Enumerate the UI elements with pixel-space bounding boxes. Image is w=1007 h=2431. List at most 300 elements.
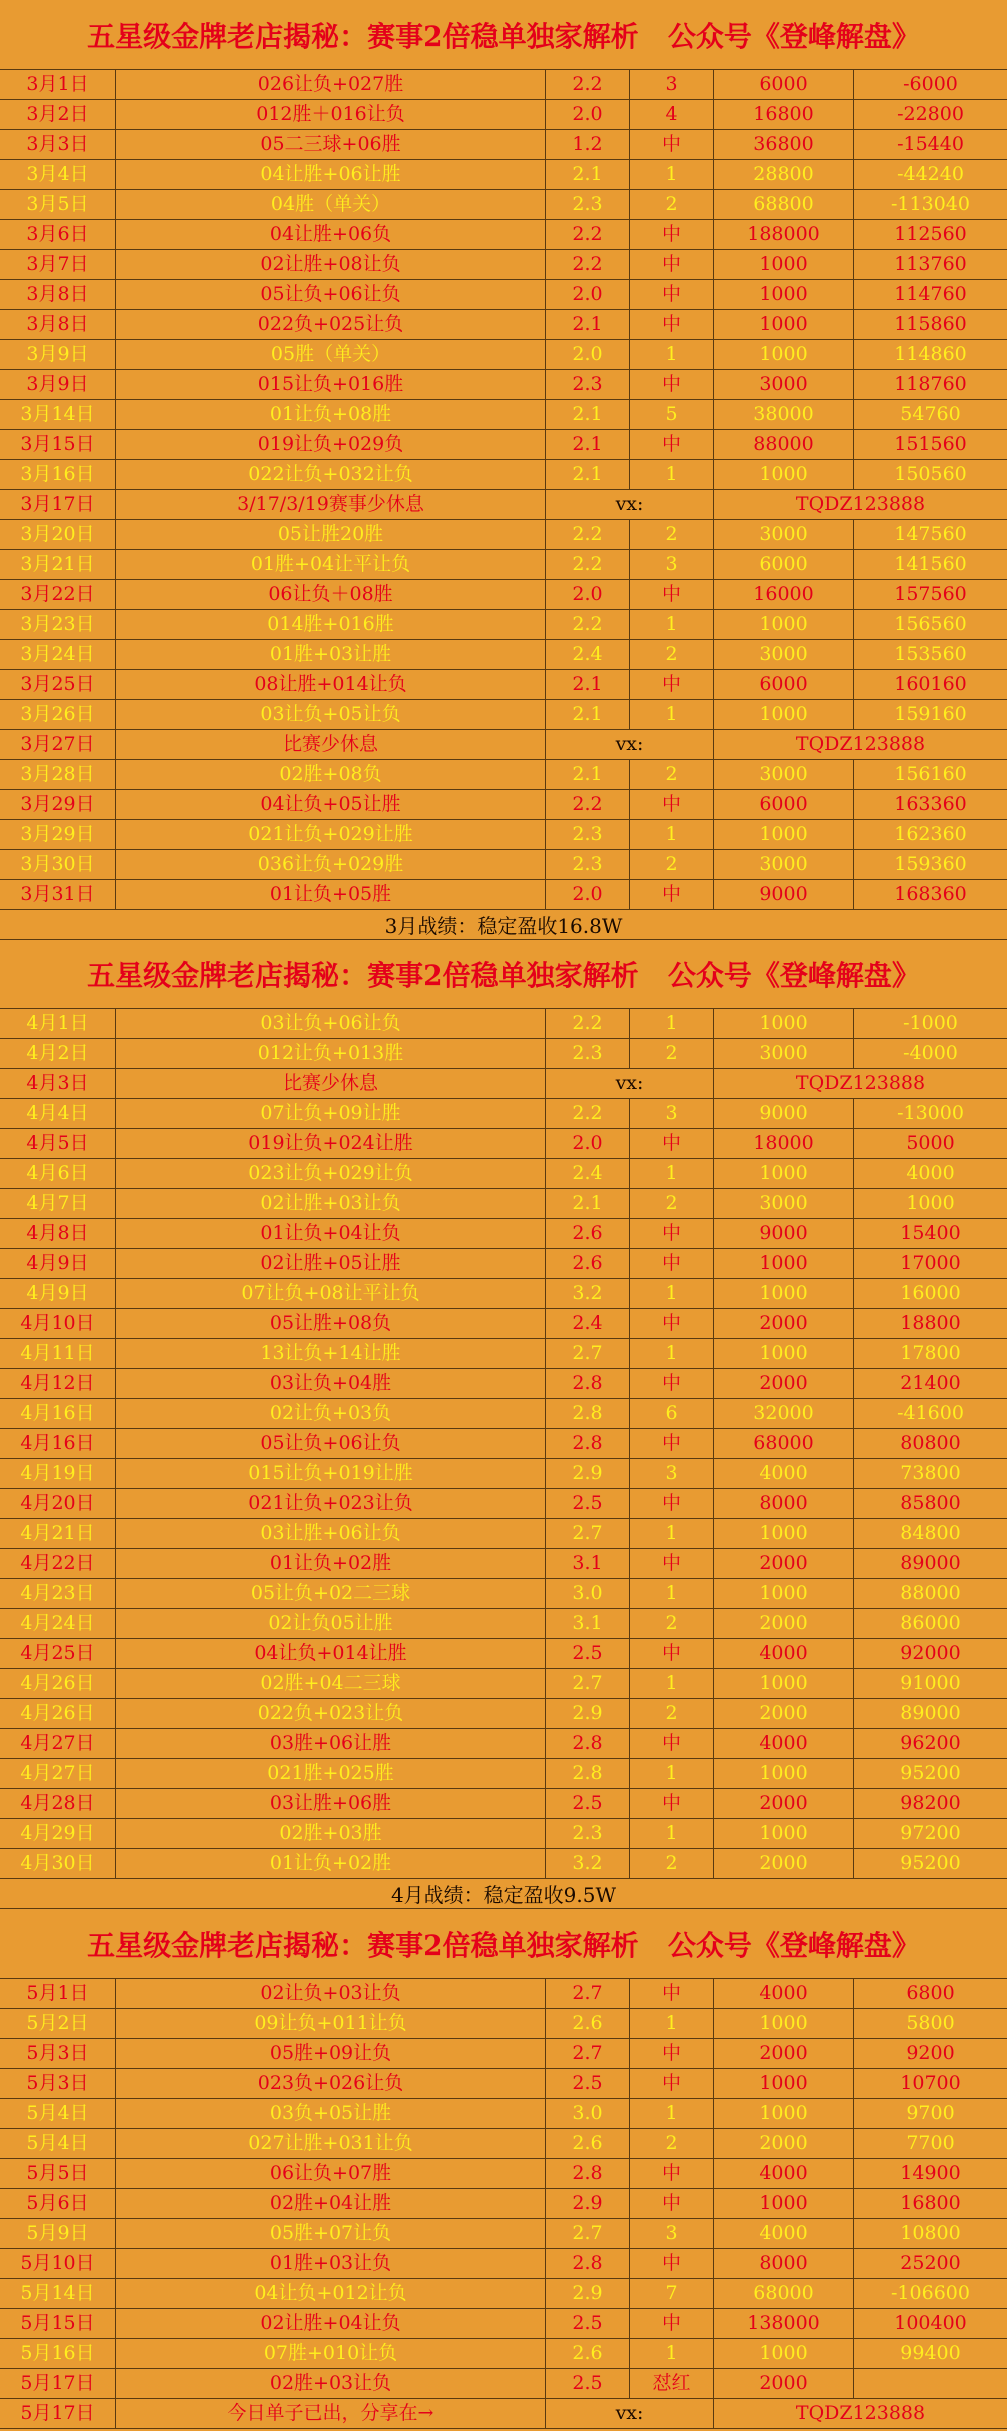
table-row [0, 1489, 1007, 1519]
stake-cell: 2000 [713, 2369, 853, 2398]
stake-cell: 2000 [713, 1309, 853, 1338]
result-cell: 中 [629, 1639, 713, 1668]
pick-cell: 05让负+02二三球 [115, 1579, 545, 1608]
result-cell: 中 [629, 2039, 713, 2068]
odds-cell: 2.9 [545, 2189, 629, 2218]
month-summary: 3月战绩：稳定盈收16.8W [0, 910, 1007, 940]
odds-cell: 2.6 [545, 2339, 629, 2368]
date-cell: 4月23日 [20, 1582, 95, 1604]
date-cell: 4月27日 [20, 1732, 95, 1754]
result-cell: 2 [629, 1849, 713, 1878]
stake-cell: 9000 [713, 880, 853, 909]
table-row [0, 640, 1007, 670]
date-cell: 3月21日 [20, 553, 95, 575]
result-cell: 中 [629, 2309, 713, 2338]
date-cell: 4月7日 [26, 1192, 89, 1214]
total-cell: 141560 [853, 550, 1007, 579]
total-cell: 163360 [853, 790, 1007, 819]
stake-cell: 36800 [713, 130, 853, 159]
odds-cell: 2.1 [545, 1189, 629, 1218]
total-cell: 14900 [853, 2159, 1007, 2188]
date-cell: 4月8日 [26, 1222, 89, 1244]
stake-cell: 1000 [713, 1669, 853, 1698]
result-cell: 1 [629, 1519, 713, 1548]
result-cell: 中 [629, 2189, 713, 2218]
date-cell: 5月5日 [26, 2162, 89, 2184]
pick-cell: 03让负+06让负 [115, 1009, 545, 1038]
total-cell: 1000 [853, 1189, 1007, 1218]
total-cell: 89000 [853, 1549, 1007, 1578]
total-cell: 156560 [853, 610, 1007, 639]
pick-cell: 03让负+04胜 [115, 1369, 545, 1398]
result-cell: 7 [629, 2279, 713, 2308]
wechat-id: TQDZ123888 [713, 490, 1007, 519]
table-row [0, 2129, 1007, 2159]
date-cell: 5月2日 [26, 2012, 89, 2034]
note-row [0, 1069, 1007, 1099]
total-cell: 89000 [853, 1699, 1007, 1728]
date-cell: 3月28日 [20, 763, 95, 785]
pick-cell: 01胜+04让平让负 [115, 550, 545, 579]
pick-cell: 01让负+05胜 [115, 880, 545, 909]
pick-cell: 07让负+08让平让负 [115, 1279, 545, 1308]
date-cell: 3月30日 [20, 853, 95, 875]
table-row [0, 2069, 1007, 2099]
result-cell: 1 [629, 160, 713, 189]
date-cell: 5月10日 [20, 2252, 95, 2274]
total-cell: 10700 [853, 2069, 1007, 2098]
date-cell: 3月9日 [26, 373, 89, 395]
total-cell: 114760 [853, 280, 1007, 309]
date-cell: 3月16日 [20, 463, 95, 485]
date-cell: 3月29日 [20, 823, 95, 845]
stake-cell: 3000 [713, 1189, 853, 1218]
stake-cell: 1000 [713, 2339, 853, 2368]
stake-cell: 1000 [713, 2189, 853, 2218]
total-cell: 16800 [853, 2189, 1007, 2218]
table-row [0, 1099, 1007, 1129]
result-cell: 中 [629, 2069, 713, 2098]
pick-cell: 019让负+029负 [115, 430, 545, 459]
stake-cell: 1000 [713, 1819, 853, 1848]
table-row [0, 850, 1007, 880]
table-row [0, 760, 1007, 790]
table-row [0, 1459, 1007, 1489]
result-cell: 1 [629, 2009, 713, 2038]
table-row [0, 430, 1007, 460]
pick-cell: 021让负+023让负 [115, 1489, 545, 1518]
table-row [0, 610, 1007, 640]
date-cell: 5月3日 [26, 2042, 89, 2064]
table-row [0, 2249, 1007, 2279]
stake-cell: 2000 [713, 1789, 853, 1818]
result-cell: 2 [629, 520, 713, 549]
table-row [0, 1549, 1007, 1579]
total-cell: 168360 [853, 880, 1007, 909]
date-cell: 4月26日 [20, 1672, 95, 1694]
odds-cell: 2.7 [545, 2219, 629, 2248]
section-title: 五星级金牌老店揭秘：赛事2倍稳单独家解析 公众号《登峰解盘》 [0, 939, 1007, 1009]
total-cell: -15440 [853, 130, 1007, 159]
result-cell: 1 [629, 1819, 713, 1848]
odds-cell: 2.7 [545, 1669, 629, 1698]
result-cell: 6 [629, 1399, 713, 1428]
total-cell: 147560 [853, 520, 1007, 549]
odds-cell: 2.8 [545, 1369, 629, 1398]
pick-cell: 04胜（单关） [115, 190, 545, 219]
total-cell: 84800 [853, 1519, 1007, 1548]
table-row [0, 130, 1007, 160]
stake-cell: 3000 [713, 520, 853, 549]
wechat-label: vx: [545, 730, 713, 759]
result-cell: 1 [629, 1279, 713, 1308]
pick-cell: 022让负+032让负 [115, 460, 545, 489]
date-cell: 4月28日 [20, 1792, 95, 1814]
stake-cell: 1000 [713, 700, 853, 729]
note-text: 3/17/3/19赛事少休息 [115, 490, 545, 519]
odds-cell: 2.9 [545, 1459, 629, 1488]
stake-cell: 1000 [713, 460, 853, 489]
stake-cell: 9000 [713, 1099, 853, 1128]
pick-cell: 05让负+06让负 [115, 1429, 545, 1458]
pick-cell: 021胜+025胜 [115, 1759, 545, 1788]
date-cell: 3月1日 [26, 73, 89, 95]
table-row [0, 550, 1007, 580]
total-cell: 91000 [853, 1669, 1007, 1698]
total-cell: 162360 [853, 820, 1007, 849]
odds-cell: 2.2 [545, 1009, 629, 1038]
table-row [0, 1129, 1007, 1159]
total-cell: 15400 [853, 1219, 1007, 1248]
result-cell: 中 [629, 1789, 713, 1818]
stake-cell: 1000 [713, 820, 853, 849]
stake-cell: 16000 [713, 580, 853, 609]
odds-cell: 2.3 [545, 190, 629, 219]
stake-cell: 2000 [713, 1699, 853, 1728]
result-cell: 中 [629, 1489, 713, 1518]
table-row [0, 820, 1007, 850]
odds-cell: 2.7 [545, 1339, 629, 1368]
odds-cell: 2.2 [545, 1099, 629, 1128]
total-cell: 95200 [853, 1849, 1007, 1878]
date-cell: 3月15日 [20, 433, 95, 455]
odds-cell: 3.2 [545, 1279, 629, 1308]
total-cell: 7700 [853, 2129, 1007, 2158]
wechat-label: vx: [545, 1069, 713, 1098]
stake-cell: 1000 [713, 340, 853, 369]
odds-cell: 2.4 [545, 1309, 629, 1338]
total-cell: 73800 [853, 1459, 1007, 1488]
date-cell: 4月11日 [20, 1342, 95, 1364]
pick-cell: 02让负+03负 [115, 1399, 545, 1428]
stake-cell: 28800 [713, 160, 853, 189]
result-cell: 中 [629, 580, 713, 609]
pick-cell: 05胜（单关） [115, 340, 545, 369]
date-cell: 4月29日 [20, 1822, 95, 1844]
total-cell: -106600 [853, 2279, 1007, 2308]
table-row [0, 2369, 1007, 2399]
stake-cell: 6000 [713, 670, 853, 699]
stake-cell: 1000 [713, 1009, 853, 1038]
pick-cell: 07让负+09让胜 [115, 1099, 545, 1128]
odds-cell: 2.2 [545, 610, 629, 639]
date-cell: 3月6日 [26, 223, 89, 245]
stake-cell: 8000 [713, 2249, 853, 2278]
table-row [0, 1039, 1007, 1069]
odds-cell: 3.1 [545, 1549, 629, 1578]
odds-cell: 2.0 [545, 1129, 629, 1158]
pick-cell: 06让负+07胜 [115, 2159, 545, 2188]
table-row [0, 880, 1007, 910]
odds-cell: 2.2 [545, 220, 629, 249]
odds-cell: 2.1 [545, 430, 629, 459]
stake-cell: 1000 [713, 1159, 853, 1188]
result-cell: 1 [629, 1759, 713, 1788]
odds-cell: 2.3 [545, 820, 629, 849]
odds-cell: 2.0 [545, 880, 629, 909]
pick-cell: 01胜+03让胜 [115, 640, 545, 669]
total-cell: 17800 [853, 1339, 1007, 1368]
total-cell: 160160 [853, 670, 1007, 699]
pick-cell: 02让负+03让负 [115, 1979, 545, 2008]
month-summary: 4月战绩：稳定盈收9.5W [0, 1879, 1007, 1909]
date-cell: 4月22日 [20, 1552, 95, 1574]
stake-cell: 4000 [713, 1639, 853, 1668]
result-cell: 中 [629, 1219, 713, 1248]
table-row [0, 220, 1007, 250]
date-cell: 5月17日 [20, 2402, 95, 2424]
total-cell: 98200 [853, 1789, 1007, 1818]
odds-cell: 2.8 [545, 1399, 629, 1428]
note-row [0, 2399, 1007, 2429]
stake-cell: 6000 [713, 790, 853, 819]
date-cell: 5月6日 [26, 2192, 89, 2214]
result-cell: 3 [629, 2219, 713, 2248]
result-cell: 2 [629, 1039, 713, 1068]
table-row [0, 1309, 1007, 1339]
odds-cell: 2.5 [545, 2309, 629, 2338]
stake-cell: 138000 [713, 2309, 853, 2338]
date-cell: 3月8日 [26, 283, 89, 305]
wechat-id: TQDZ123888 [713, 1069, 1007, 1098]
result-cell: 中 [629, 2159, 713, 2188]
odds-cell: 2.6 [545, 2129, 629, 2158]
stake-cell: 3000 [713, 370, 853, 399]
odds-cell: 2.9 [545, 2279, 629, 2308]
odds-cell: 2.8 [545, 1759, 629, 1788]
total-cell: 156160 [853, 760, 1007, 789]
pick-cell: 05让胜20胜 [115, 520, 545, 549]
date-cell: 4月1日 [26, 1012, 89, 1034]
stake-cell: 2000 [713, 1549, 853, 1578]
result-cell: 怼红 [629, 2369, 713, 2398]
odds-cell: 3.1 [545, 1609, 629, 1638]
pick-cell: 026让负+027胜 [115, 70, 545, 99]
result-cell: 中 [629, 1729, 713, 1758]
stake-cell: 3000 [713, 760, 853, 789]
pick-cell: 012胜＋016让负 [115, 100, 545, 129]
total-cell: 159160 [853, 700, 1007, 729]
stake-cell: 4000 [713, 1979, 853, 2008]
date-cell: 5月4日 [26, 2132, 89, 2154]
table-row [0, 1639, 1007, 1669]
table-row [0, 1819, 1007, 1849]
result-cell: 2 [629, 640, 713, 669]
date-cell: 3月24日 [20, 643, 95, 665]
total-cell: 86000 [853, 1609, 1007, 1638]
pick-cell: 02胜+03胜 [115, 1819, 545, 1848]
odds-cell: 2.8 [545, 2159, 629, 2188]
table-row [0, 340, 1007, 370]
result-cell: 1 [629, 820, 713, 849]
result-cell: 1 [629, 2339, 713, 2368]
total-cell: -1000 [853, 1009, 1007, 1038]
date-cell: 3月17日 [20, 493, 95, 515]
result-cell: 3 [629, 550, 713, 579]
table-row [0, 700, 1007, 730]
stake-cell: 2000 [713, 1609, 853, 1638]
total-cell: 115860 [853, 310, 1007, 339]
result-cell: 中 [629, 370, 713, 399]
table-row [0, 2099, 1007, 2129]
total-cell: 17000 [853, 1249, 1007, 1278]
pick-cell: 03负+05让胜 [115, 2099, 545, 2128]
table-row [0, 1219, 1007, 1249]
date-cell: 5月9日 [26, 2222, 89, 2244]
odds-cell: 2.1 [545, 160, 629, 189]
pick-cell: 13让负+14让胜 [115, 1339, 545, 1368]
table-row [0, 70, 1007, 100]
odds-cell: 2.5 [545, 1639, 629, 1668]
date-cell: 4月16日 [20, 1432, 95, 1454]
stake-cell: 9000 [713, 1219, 853, 1248]
total-cell: 92000 [853, 1639, 1007, 1668]
section-title: 五星级金牌老店揭秘：赛事2倍稳单独家解析 公众号《登峰解盘》 [0, 1909, 1007, 1979]
odds-cell: 2.6 [545, 2009, 629, 2038]
table-row [0, 250, 1007, 280]
note-text: 比赛少休息 [115, 730, 545, 759]
date-cell: 4月19日 [20, 1462, 95, 1484]
pick-cell: 05胜+07让负 [115, 2219, 545, 2248]
result-cell: 1 [629, 1669, 713, 1698]
table-row [0, 280, 1007, 310]
stake-cell: 1000 [713, 1279, 853, 1308]
pick-cell: 02胜+04二三球 [115, 1669, 545, 1698]
pick-cell: 015让负+019让胜 [115, 1459, 545, 1488]
table-row [0, 790, 1007, 820]
pick-cell: 027让胜+031让负 [115, 2129, 545, 2158]
pick-cell: 01让负+08胜 [115, 400, 545, 429]
pick-cell: 02胜+03让负 [115, 2369, 545, 2398]
date-cell: 4月30日 [20, 1852, 95, 1874]
table-row [0, 100, 1007, 130]
total-cell: 54760 [853, 400, 1007, 429]
odds-cell: 2.5 [545, 2369, 629, 2398]
date-cell: 4月2日 [26, 1042, 89, 1064]
total-cell: 153560 [853, 640, 1007, 669]
result-cell: 1 [629, 340, 713, 369]
pick-cell: 02让胜+03让负 [115, 1189, 545, 1218]
result-cell: 2 [629, 2129, 713, 2158]
stake-cell: 1000 [713, 310, 853, 339]
total-cell: 112560 [853, 220, 1007, 249]
date-cell: 3月27日 [20, 733, 95, 755]
odds-cell: 2.0 [545, 580, 629, 609]
table-row [0, 1279, 1007, 1309]
stake-cell: 68000 [713, 1429, 853, 1458]
pick-cell: 014胜+016胜 [115, 610, 545, 639]
stake-cell: 2000 [713, 2129, 853, 2158]
result-cell: 4 [629, 100, 713, 129]
date-cell: 5月17日 [20, 2372, 95, 2394]
total-cell: -22800 [853, 100, 1007, 129]
date-cell: 3月9日 [26, 343, 89, 365]
pick-cell: 04让负+05让胜 [115, 790, 545, 819]
total-cell [853, 2369, 1007, 2398]
stake-cell: 18000 [713, 1129, 853, 1158]
result-cell: 中 [629, 790, 713, 819]
odds-cell: 2.7 [545, 1519, 629, 1548]
stake-cell: 38000 [713, 400, 853, 429]
stake-cell: 68800 [713, 190, 853, 219]
odds-cell: 2.7 [545, 2039, 629, 2068]
odds-cell: 2.3 [545, 850, 629, 879]
table-row [0, 670, 1007, 700]
odds-cell: 2.9 [545, 1699, 629, 1728]
pick-cell: 07胜+010让负 [115, 2339, 545, 2368]
result-cell: 中 [629, 130, 713, 159]
date-cell: 5月1日 [26, 1982, 89, 2004]
date-cell: 4月16日 [20, 1402, 95, 1424]
odds-cell: 2.4 [545, 1159, 629, 1188]
result-cell: 3 [629, 1099, 713, 1128]
stake-cell: 6000 [713, 70, 853, 99]
table-row [0, 1339, 1007, 1369]
total-cell: 80800 [853, 1429, 1007, 1458]
pick-cell: 05让胜+08负 [115, 1309, 545, 1338]
wechat-label: vx: [545, 490, 713, 519]
stake-cell: 4000 [713, 2159, 853, 2188]
pick-cell: 03让负+05让负 [115, 700, 545, 729]
note-row [0, 490, 1007, 520]
date-cell: 4月9日 [26, 1282, 89, 1304]
table-row [0, 580, 1007, 610]
table-row [0, 1399, 1007, 1429]
date-cell: 3月2日 [26, 103, 89, 125]
result-cell: 2 [629, 850, 713, 879]
stake-cell: 1000 [713, 250, 853, 279]
total-cell: 6800 [853, 1979, 1007, 2008]
date-cell: 3月8日 [26, 313, 89, 335]
odds-cell: 2.1 [545, 400, 629, 429]
date-cell: 3月4日 [26, 163, 89, 185]
total-cell: 4000 [853, 1159, 1007, 1188]
result-cell: 5 [629, 400, 713, 429]
table-row [0, 1849, 1007, 1879]
table-row [0, 1699, 1007, 1729]
stake-cell: 1000 [713, 2009, 853, 2038]
odds-cell: 2.5 [545, 1489, 629, 1518]
total-cell: -44240 [853, 160, 1007, 189]
total-cell: -13000 [853, 1099, 1007, 1128]
stake-cell: 1000 [713, 280, 853, 309]
table-row [0, 400, 1007, 430]
stake-cell: 1000 [713, 610, 853, 639]
total-cell: -6000 [853, 70, 1007, 99]
note-text: 今日单子已出，分享在→ [115, 2399, 545, 2428]
table-row [0, 310, 1007, 340]
odds-cell: 3.0 [545, 2099, 629, 2128]
